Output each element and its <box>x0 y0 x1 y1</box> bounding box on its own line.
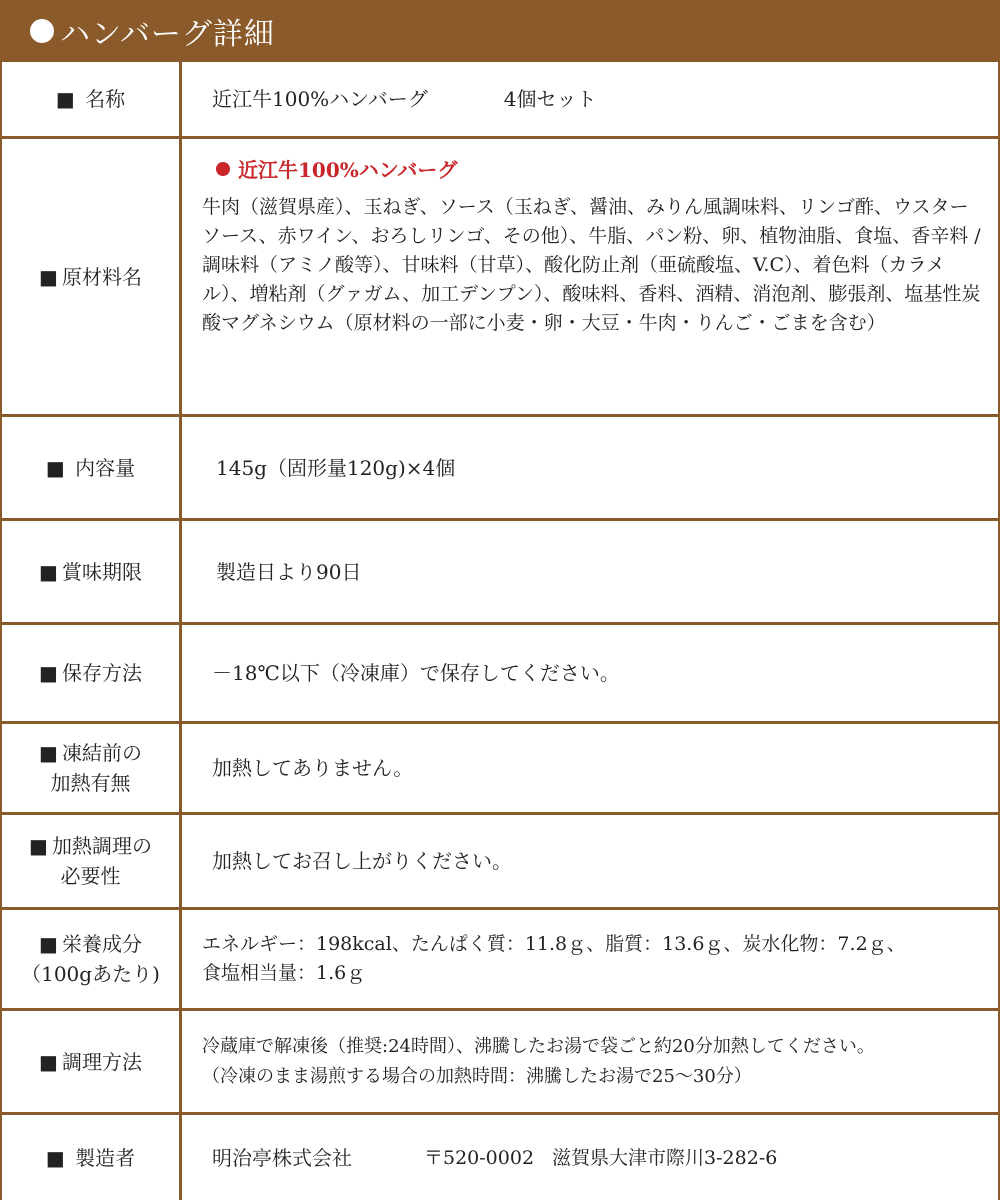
label-text: 原材料名 <box>61 264 142 289</box>
row-nutrition <box>0 910 1000 1011</box>
row-label <box>0 1011 182 1112</box>
expiry-value: 製造日より90日 <box>216 559 362 584</box>
row-label <box>0 521 182 622</box>
row-value <box>182 1115 1000 1200</box>
method-line: 冷蔵庫で解凍後（推奨:24時間）、沸騰したお湯で袋ごと約20分加熱してください。 <box>202 1035 875 1057</box>
row-label <box>0 724 182 812</box>
company-name: 明治亭株式会社 <box>212 1145 352 1170</box>
row-label <box>0 62 182 136</box>
square-bullet-icon: ■ <box>45 1145 65 1170</box>
row-value <box>182 625 1000 721</box>
row-method <box>0 1011 1000 1115</box>
row-preheat <box>0 724 1000 815</box>
row-label <box>0 139 182 414</box>
ingredients-text: 牛肉（滋賀県産）、玉ねぎ、ソース（玉ねぎ、醤油、みりん風調味料、リンゴ酢、ウスターソース、赤ワイン、おろしリンゴ、その他）、牛脂、パン粉、卵、植物油脂、食塩、香辛料 / 調味料（アミノ酸等）、甘味料（甘草）、酸化防止剤（亜硫酸塩、V.C）、着色料（カラメル）、増粘剤（グァガム、加工デンプン）、酸味料、香料、酒精、消泡剤、膨張剤、塩基性炭酸マグネシウム（原材料の一部に小麦・卵・大豆・牛肉・りんご・ごまを含む） <box>202 196 981 334</box>
label-text: 加熱有無 <box>50 771 131 795</box>
row-label <box>0 1115 182 1200</box>
section-title: ハンバーグ詳細 <box>60 17 275 52</box>
row-cooking-need <box>0 815 1000 910</box>
set-count: 4個セット <box>503 87 597 111</box>
row-value <box>182 139 1000 414</box>
row-label <box>0 625 182 721</box>
postal-code: 〒520-0002 <box>424 1146 535 1169</box>
label-text: 調理方法 <box>61 1049 142 1074</box>
label-text: 必要性 <box>60 864 121 888</box>
row-expiry <box>0 521 1000 625</box>
ingredients-subtitle: 近江牛100%ハンバーグ <box>202 155 984 185</box>
label-text: 保存方法 <box>61 661 142 685</box>
row-value <box>182 910 1000 1008</box>
row-storage <box>0 625 1000 724</box>
content-amount: 145g（固形量120g)×4個 <box>216 455 456 480</box>
row-value <box>182 815 1000 907</box>
label-text: （100gあたり) <box>21 962 160 986</box>
row-name <box>0 62 1000 139</box>
nutrition-line: エネルギー：198kcal、たんぱく質：11.8ｇ、脂質：13.6ｇ、炭水化物：7.2ｇ、 <box>202 933 906 955</box>
row-value <box>182 521 1000 622</box>
square-bullet-icon: ■ <box>39 1049 58 1074</box>
square-bullet-icon: ■ <box>39 661 58 685</box>
preheat-value: 加熱してありません。 <box>212 756 414 780</box>
cooking-need-value: 加熱してお召し上がりください。 <box>212 849 512 873</box>
product-name: 近江牛100%ハンバーグ <box>212 87 428 111</box>
row-value <box>182 1011 1000 1112</box>
row-value <box>182 62 1000 136</box>
row-label <box>0 815 182 907</box>
section-header <box>0 0 1000 62</box>
label-text: 凍結前の <box>61 741 142 765</box>
row-value <box>182 417 1000 518</box>
row-label <box>0 417 182 518</box>
row-label <box>0 910 182 1008</box>
row-value <box>182 724 1000 812</box>
square-bullet-icon: ■ <box>55 87 75 111</box>
square-bullet-icon: ■ <box>39 932 58 956</box>
bullet-circle-icon <box>30 19 54 43</box>
address: 滋賀県大津市際川3-282-6 <box>552 1146 778 1169</box>
label-text: 栄養成分 <box>61 932 142 956</box>
square-bullet-icon: ■ <box>45 455 65 480</box>
storage-value: －18℃以下（冷凍庫）で保存してください。 <box>212 661 620 685</box>
square-bullet-icon: ■ <box>29 834 48 858</box>
label-text: 製造者 <box>75 1145 136 1170</box>
row-maker <box>0 1115 1000 1200</box>
label-text: 内容量 <box>75 455 136 480</box>
method-line: （冷凍のまま湯煎する場合の加熱時間：沸騰したお湯で25～30分） <box>202 1065 752 1087</box>
label-text: 賞味期限 <box>61 559 142 584</box>
square-bullet-icon: ■ <box>39 741 58 765</box>
row-ingredients <box>0 139 1000 417</box>
square-bullet-icon: ■ <box>39 264 58 289</box>
red-dot-icon <box>216 162 230 176</box>
nutrition-line: 食塩相当量：1.6ｇ <box>202 962 366 984</box>
label-text: 加熱調理の <box>51 834 152 858</box>
row-content <box>0 417 1000 521</box>
square-bullet-icon: ■ <box>39 559 58 584</box>
label-text: 名称 <box>85 87 126 111</box>
